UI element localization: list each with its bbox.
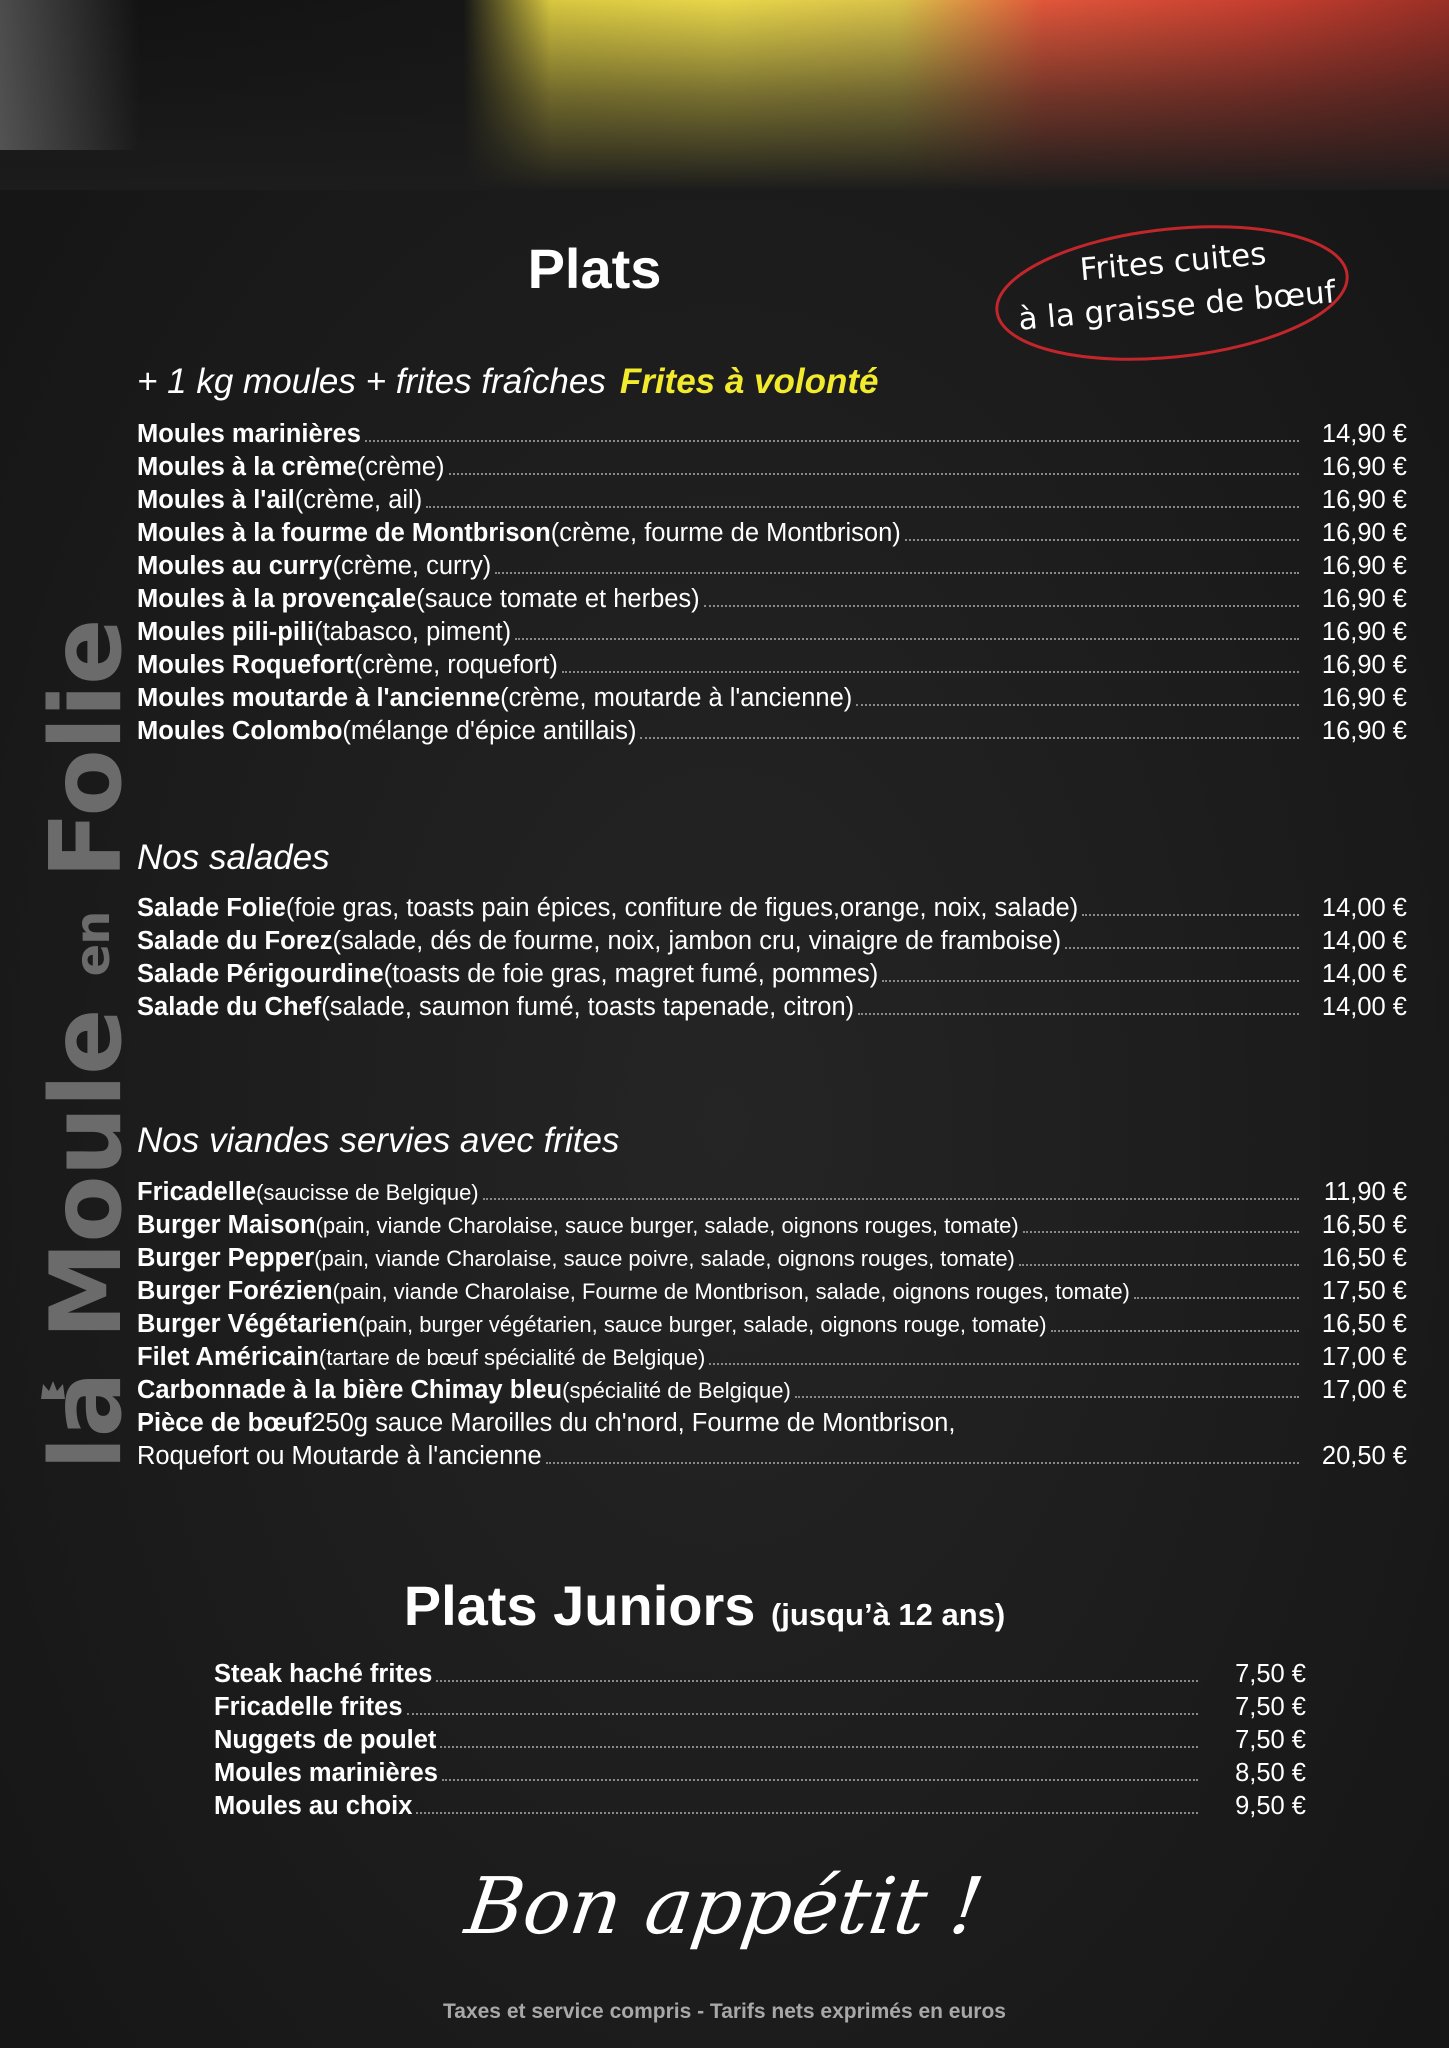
salades-heading: Nos salades bbox=[137, 838, 330, 877]
item-desc: (toasts de foie gras, magret fumé, pommes) bbox=[383, 960, 879, 988]
list-item bbox=[137, 1310, 1407, 1343]
salades-list bbox=[137, 894, 1407, 1026]
badge-line-2: à la graisse de bœuf bbox=[1016, 274, 1337, 338]
item-name: Burger Pepper bbox=[137, 1244, 315, 1272]
item-name: Fricadelle bbox=[137, 1178, 257, 1206]
item-name: Salade Périgourdine bbox=[137, 960, 384, 988]
item-name: Moules à la crème bbox=[137, 453, 357, 481]
item-price: 16,90 € bbox=[1321, 585, 1407, 613]
dot-leader bbox=[1019, 1246, 1299, 1266]
dot-leader bbox=[1082, 896, 1299, 916]
item-name: Moules à la fourme de Montbrison bbox=[137, 519, 551, 547]
item-price: 7,50 € bbox=[1235, 1660, 1306, 1688]
item-desc: (crème, fourme de Montbrison) bbox=[550, 519, 901, 547]
list-item bbox=[214, 1759, 1306, 1792]
dot-leader bbox=[440, 1728, 1198, 1748]
dot-leader bbox=[416, 1794, 1198, 1814]
list-item bbox=[214, 1792, 1306, 1825]
brand-part-1: la Moule bbox=[30, 1009, 144, 1470]
list-item bbox=[137, 420, 1407, 453]
item-name: Salade du Forez bbox=[137, 927, 333, 955]
item-price: 16,90 € bbox=[1321, 651, 1407, 679]
list-item bbox=[137, 960, 1407, 993]
item-name: Salade Folie bbox=[137, 894, 286, 922]
item-desc: (tartare de bœuf spécialité de Belgique) bbox=[318, 1345, 706, 1370]
item-price: 17,00 € bbox=[1321, 1343, 1407, 1371]
item-name: Moules moutarde à l'ancienne bbox=[137, 684, 501, 712]
dot-leader bbox=[483, 1180, 1299, 1200]
item-desc: (mélange d'épice antillais) bbox=[342, 717, 637, 745]
item-desc: (sauce tomate et herbes) bbox=[416, 585, 700, 613]
list-item bbox=[137, 1244, 1407, 1277]
item-price: 16,50 € bbox=[1321, 1211, 1407, 1239]
item-price: 14,90 € bbox=[1321, 420, 1407, 448]
dot-leader bbox=[407, 1695, 1199, 1715]
boeuf-item bbox=[137, 1409, 1407, 1475]
item-price: 16,90 € bbox=[1321, 486, 1407, 514]
list-item bbox=[137, 993, 1407, 1026]
list-item bbox=[137, 1277, 1407, 1310]
moules-list bbox=[137, 420, 1407, 750]
item-price: 14,00 € bbox=[1321, 894, 1407, 922]
item-desc: (crème, moutarde à l'ancienne) bbox=[500, 684, 853, 712]
item-price: 16,90 € bbox=[1321, 519, 1407, 547]
list-item bbox=[137, 717, 1407, 750]
list-item bbox=[137, 927, 1407, 960]
item-name: Moules au curry bbox=[137, 552, 333, 580]
brand-part-2: en bbox=[65, 911, 122, 977]
item-desc: (crème, curry) bbox=[332, 552, 492, 580]
page-title: Plats bbox=[527, 237, 662, 300]
closing-script: Bon appétit ! bbox=[460, 1862, 989, 1952]
item-desc: (crème) bbox=[356, 453, 445, 481]
item-price: 16,50 € bbox=[1321, 1244, 1407, 1272]
dot-leader bbox=[856, 686, 1299, 706]
juniors-list bbox=[214, 1660, 1306, 1825]
dot-leader bbox=[365, 422, 1299, 442]
list-item bbox=[137, 651, 1407, 684]
list-item bbox=[137, 894, 1407, 927]
item-price: 17,50 € bbox=[1321, 1277, 1407, 1305]
dot-leader bbox=[546, 1444, 1299, 1464]
list-item bbox=[137, 618, 1407, 651]
item-name: Moules au choix bbox=[214, 1792, 413, 1820]
item-name: Steak haché frites bbox=[214, 1660, 433, 1688]
item-price: 14,00 € bbox=[1321, 993, 1407, 1021]
subtitle-highlight: Frites à volonté bbox=[619, 362, 879, 401]
viandes-list bbox=[137, 1178, 1407, 1409]
vertical-brand-logo bbox=[32, 470, 142, 1470]
item-desc: (pain, burger végétarien, sauce burger, salade, oignons rouge, tomate) bbox=[358, 1312, 1047, 1337]
list-item bbox=[214, 1693, 1306, 1726]
list-item bbox=[137, 684, 1407, 717]
footer-note: Taxes et service compris - Tarifs nets exprimés en euros bbox=[443, 2000, 1006, 2023]
list-item bbox=[137, 1376, 1407, 1409]
dot-leader bbox=[449, 455, 1299, 475]
item-desc: (crème, roquefort) bbox=[353, 651, 558, 679]
dot-leader bbox=[640, 719, 1299, 739]
item-price: 14,00 € bbox=[1321, 927, 1407, 955]
dot-leader bbox=[1134, 1279, 1299, 1299]
item-desc-2: Roquefort ou Moutarde à l'ancienne bbox=[137, 1442, 542, 1470]
list-item bbox=[214, 1660, 1306, 1693]
list-item bbox=[137, 519, 1407, 552]
item-desc: (salade, dés de fourme, noix, jambon cru, vinaigre de framboise) bbox=[332, 927, 1062, 955]
dot-leader bbox=[905, 521, 1299, 541]
dot-leader bbox=[882, 962, 1299, 982]
dot-leader bbox=[442, 1761, 1198, 1781]
item-price: 14,00 € bbox=[1321, 960, 1407, 988]
list-item bbox=[137, 453, 1407, 486]
item-price: 16,90 € bbox=[1321, 684, 1407, 712]
dot-leader bbox=[1023, 1213, 1299, 1233]
brand-part-3: Folie bbox=[30, 619, 144, 879]
list-item bbox=[137, 552, 1407, 585]
item-name: Moules Roquefort bbox=[137, 651, 354, 679]
dot-leader bbox=[795, 1378, 1299, 1398]
viandes-heading: Nos viandes servies avec frites bbox=[137, 1121, 620, 1160]
item-name: Fricadelle frites bbox=[214, 1693, 403, 1721]
dot-leader bbox=[858, 995, 1299, 1015]
item-name: Moules à la provençale bbox=[137, 585, 417, 613]
item-name: Burger Maison bbox=[137, 1211, 316, 1239]
belgian-flag-banner bbox=[0, 0, 1449, 190]
item-desc: (crème, ail) bbox=[294, 486, 423, 514]
item-price: 11,90 € bbox=[1323, 1178, 1407, 1206]
item-price: 16,90 € bbox=[1321, 453, 1407, 481]
list-item bbox=[137, 1409, 1407, 1442]
item-desc: (pain, viande Charolaise, sauce poivre, salade, oignons rouges, tomate) bbox=[314, 1246, 1015, 1271]
subtitle-text: + 1 kg moules + frites fraîches bbox=[137, 362, 606, 401]
dot-leader bbox=[1051, 1312, 1299, 1332]
dot-leader bbox=[704, 587, 1299, 607]
juniors-title: Plats Juniors bbox=[403, 1574, 756, 1637]
list-item bbox=[214, 1726, 1306, 1759]
list-item bbox=[137, 1211, 1407, 1244]
juniors-subtitle: (jusqu’à 12 ans) bbox=[770, 1597, 1006, 1632]
item-price: 16,90 € bbox=[1321, 618, 1407, 646]
item-desc: (pain, viande Charolaise, sauce burger, salade, oignons rouges, tomate) bbox=[315, 1213, 1019, 1238]
item-name: Burger Forézien bbox=[137, 1277, 333, 1305]
item-price: 16,90 € bbox=[1321, 717, 1407, 745]
item-desc: 250g sauce Maroilles du ch'nord, Fourme de Montbrison, bbox=[311, 1409, 956, 1437]
item-desc: (foie gras, toasts pain épices, confiture de figues,orange, noix, salade) bbox=[285, 894, 1079, 922]
item-name: Pièce de bœuf bbox=[137, 1409, 312, 1437]
item-name: Moules marinières bbox=[214, 1759, 438, 1787]
dot-leader bbox=[562, 653, 1299, 673]
subtitle bbox=[137, 362, 879, 402]
item-desc: (tabasco, piment) bbox=[314, 618, 512, 646]
item-price: 9,50 € bbox=[1235, 1792, 1306, 1820]
juniors-heading bbox=[0, 1573, 1429, 1638]
item-price: 16,50 € bbox=[1321, 1310, 1407, 1338]
dot-leader bbox=[426, 488, 1299, 508]
item-desc: (saucisse de Belgique) bbox=[256, 1180, 479, 1205]
list-item bbox=[137, 585, 1407, 618]
item-price: 20,50 € bbox=[1321, 1442, 1407, 1470]
item-price: 17,00 € bbox=[1321, 1376, 1407, 1404]
item-name: Nuggets de poulet bbox=[214, 1726, 437, 1754]
item-name: Moules marinières bbox=[137, 420, 361, 448]
dot-leader bbox=[709, 1345, 1299, 1365]
list-item-continued bbox=[137, 1442, 1407, 1475]
item-name: Salade du Chef bbox=[137, 993, 322, 1021]
item-desc: (pain, viande Charolaise, Fourme de Montbrison, salade, oignons rouges, tomate) bbox=[332, 1279, 1130, 1304]
item-name: Moules Colombo bbox=[137, 717, 343, 745]
list-item bbox=[137, 1178, 1407, 1211]
item-price: 7,50 € bbox=[1235, 1693, 1306, 1721]
item-price: 7,50 € bbox=[1235, 1726, 1306, 1754]
banner-highlight bbox=[0, 0, 140, 150]
dot-leader bbox=[436, 1662, 1198, 1682]
item-name: Filet Américain bbox=[137, 1343, 319, 1371]
badge-line-1: Frites cuites bbox=[1078, 236, 1268, 289]
list-item bbox=[137, 1343, 1407, 1376]
item-name: Moules pili-pili bbox=[137, 618, 315, 646]
item-price: 16,90 € bbox=[1321, 552, 1407, 580]
dot-leader bbox=[495, 554, 1299, 574]
item-name: Burger Végétarien bbox=[137, 1310, 359, 1338]
list-item bbox=[137, 486, 1407, 519]
item-desc: (spécialité de Belgique) bbox=[562, 1378, 791, 1403]
item-desc: (salade, saumon fumé, toasts tapenade, citron) bbox=[321, 993, 855, 1021]
item-name: Carbonnade à la bière Chimay bleu bbox=[137, 1376, 563, 1404]
item-price: 8,50 € bbox=[1235, 1759, 1306, 1787]
dot-leader bbox=[515, 620, 1299, 640]
item-name: Moules à l'ail bbox=[137, 486, 295, 514]
dot-leader bbox=[1065, 929, 1299, 949]
